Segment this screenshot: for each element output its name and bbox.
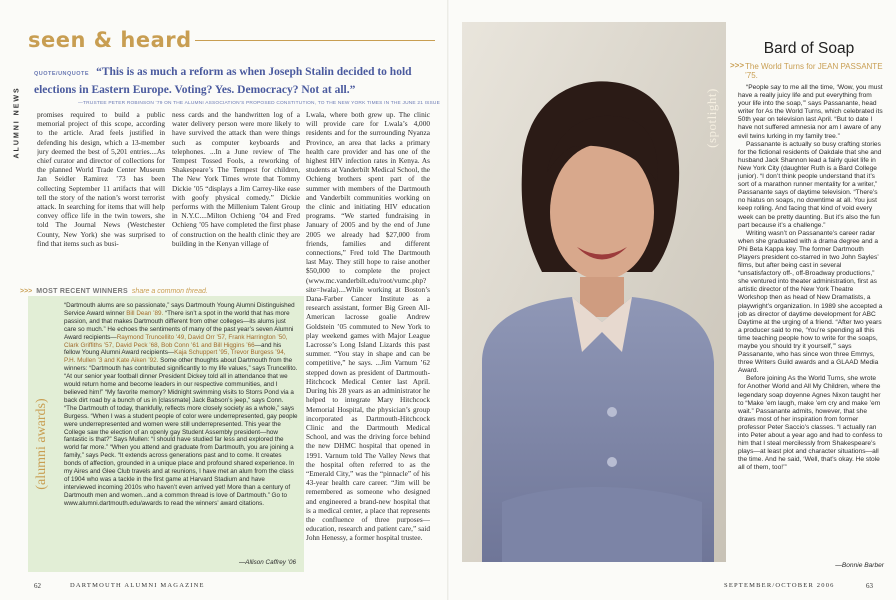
folio-issue-date: SEPTEMBER/OCTOBER 2006	[724, 582, 835, 589]
quote-label: QUOTE/UNQUOTE	[34, 71, 90, 77]
article-subtitle: The World Turns for JEAN PASSANTE ’75.	[745, 62, 883, 80]
award-winner-name: Bill Dean ’89.	[126, 309, 164, 317]
recent-winners-label: MOST RECENT WINNERS	[36, 288, 128, 295]
paragraph: Before joining As the World Turns, she wrote for Another World and All My Children, where the legendary soap doyenne Agnes Nixon taught her to “Make ’em laugh, make ’em cry and make ’em wait.” Passanante admits, however, that she draws most of her inspiration from former professor Peter Saccio’s classes. “I actually ran into Peter about a year ago and had to confess to him that I steal mercilessly from Shakespeare’s plays—at least plot and character situations—all the time. And he said, ‘Well, that’s okay. He stole all of them, too!’”	[738, 375, 883, 472]
paragraph: “People say to me all the time, ‘Wow, you must have a really juicy life and put everything from your life into the soap,’” says Passanante, head writer for As the World Turns, which celebrated its 50th year on television last April. “But to date I have not suffered amnesia nor am I aware of any evil twins lurking in my family tree.”	[738, 84, 883, 140]
chevrons-icon: >>>	[20, 288, 33, 295]
award-recipients-list: Raymond Truncellito ’49, David Orr ’57, Frank Harrington ’50, Clark Griffiths ’57, David Peck ’68, Bob Conn ’61 and Bill Higgins ’66	[64, 333, 288, 349]
awards-side-title: (alumni awards)	[34, 398, 49, 490]
section-title: seen & heard	[28, 28, 192, 52]
portrait-photo	[462, 22, 726, 562]
awards-signature: —Allison Caffrey ’06	[238, 559, 296, 566]
spotlight-label: (spotlight)	[704, 88, 719, 148]
young-award-recipients-list: Kaja Schuppert ’95, Trevor Burgess ’94, P.H. Mullen ’3 and Kate Aiken ’92.	[64, 349, 286, 365]
recent-winners-tagline: share a common thread.	[131, 288, 208, 295]
chevrons-icon: >>>	[730, 61, 745, 70]
article-body	[738, 84, 884, 570]
portrait-illustration	[462, 22, 726, 562]
quote-credit: —TRUSTEE PETER ROBINSON ’79 ON THE ALUMNI ASSOCIATION’S PROPOSED CONSTITUTION, TO THE NEW YORK TIMES IN THE JUNE 21 ISSUE	[78, 101, 440, 106]
title-rule	[195, 40, 435, 41]
folio-magazine-name: DARTMOUTH ALUMNI MAGAZINE	[70, 582, 205, 589]
article-signature: —Bonnie Barber	[835, 562, 884, 569]
article-title: Bard of Soap	[763, 40, 855, 57]
paragraph: Passanante is actually so busy crafting stories for the fictional residents of Oakdale that she and husband Jack Shannon lead a fairly quiet life in New York City (daughter Ruth is a Bard College junior). “I don’t think people understand that it’s sort of a marathon runner mentality for a writer,” Passanante says of daytime television. “There’s no hiatus on soaps, no downtime at all. You just keep rolling. And facing that kind of void every week can be pretty daunting. But it’s also the fun part because it’s a challenge.”	[738, 140, 882, 229]
article-column-2: ness cards and the handwritten log of a water delivery person were more likely to have survived the attack than were things such as computer keyboards and telephones. ...In a June review of The Tempest Tossed Fools, a reworking of Shakespeare’s The Tempest for children, The New York Times wrote that Tommy Dickie ’05 “displays a Jim Carrey-like ease with goofy physical comedy.” Dickie performs with the Millenium Talent Group in N.Y.C....Milton Ochieng ’04 and Fred Ochieng ’05 have completed the first phase of construction on the health clinic they are building in the Kenyan village of	[172, 110, 300, 248]
vertical-section-label: ALUMNI NEWS	[13, 86, 21, 159]
pull-quote	[34, 62, 440, 106]
page-number-right: 63	[866, 582, 873, 590]
page-number-left: 62	[34, 582, 41, 590]
article-column-3: Lwala, where both grew up. The clinic will provide care for Lwala’s 4,000 residents and for the surrounding Nyanza Province, an area that lacks a primary health care provider and has one of the highest HIV infection rates in Kenya. As students at Vanderbilt Medical School, the Ochieng brothers spent part of the summer with members of the Dartmouth and Vanderbilt communities working on the clinic and initiating HIV education programs. “We started fundraising in January of 2005 and by the end of June 2005 we already had $27,000 from friends, families and different connections,” Fred told The Dartmouth last May. They still hope to raise another $50,000 to complete the project (www.mc.vanderbilt.edu/root/vumc.php?site=lwala)....While working at Boston’s Dana-Farber Cancer Institute as a research assistant, former Big Green All-American lacrosse goalie Andrew Goldstein ’05 commuted to New York to play weekend games with Major League Lacrosse’s Long Island Lizards this past summer. “You stay in shape and can be competitive,” he says. ...Jim Varnum ’62 stepped down as president of Dartmouth-Hitchcock Medical Center last April. During his 28 years as an administrator he helped to integrate Mary Hitchcock Memorial Hospital, the physician’s group incorporated as Dartmouth-Hitchcock Clinic and the Dartmouth Medical School, and was the driving force behind the new DHMC hospital that opened in 1991. Varnum told The Valley News that the hospital often referred to as the “Emerald City,” was the “pinnacle” of his 43-year health care career. “Jim will be remembered as someone who designed and engineered a brand-new hospital that is a medical center, a place that represents the confluence of three purposes—education, research and patient care,” said John Henessy, a former hospital trustee.	[306, 110, 430, 543]
quote-text: “This is as much a reform as when Joseph Stalin decided to hold elections in Eastern Europe. Voting? Yes. Democracy? Not at all.”	[34, 66, 412, 96]
article-column-1: promises required to build a public memorial project of this scope, according to the article. Arad feels justified in defending his design, which a 13-member jury deemed the best of 5,201 entries....As chief curator and director of collections for the planned World Trade Center Museum Jan Seidler Ramirez ’73 has been collecting September 11 artifacts that will tell the story of the nation’s worst terrorist attack. In searching for items that will help convey office life in the twin towers, she told The Journal News (Westchester County, New York) she was surprised to find that items such as busi-	[37, 110, 165, 248]
paragraph: Writing wasn’t on Passanante’s career radar when she graduated with a drama degree and a Phi Beta Kappa key. The former Dartmouth Players president co-starred in two John Sayles’ films, but after being cast in several “unsatisfactory off-, off-Broadway productions,” she ventured into theater administration, first as artistic director of the New York Theatre Workshop then as head of New Dramatists, a playwright’s organization. In 1989 she accepted a job as director of daytime development for ABC Daytime at the urging of a friend. “After two years a producer said to me, ‘You’re spending all this time teaching people how to write for the soaps, maybe you should try it yourself,’” says Passanante, who has since won three Emmys, three Writers Guild awards and a GLAAD Media Award.	[738, 229, 883, 375]
awards-body: “Dartmouth alums are so passionate,” says Dartmouth Young Alumni Distinguished Service Award winner Bill Dean ’89. “There isn’t a spot in the world that has more passion, and that makes Dartmouth different from other colleges—its alums just care so much.” He echoes the sentiments of many of the past year’s seven Alumni Award recipients—Raymond Truncellito ’49, David Orr ’57, Frank Harrington ’50, Clark Griffiths ’57, David Peck ’68, Bob Conn ’61 and Bill Higgins ’66—and his fellow Young Alumni Award recipients—Kaja Schuppert ’95, Trevor Burgess ’94, P.H. Mullen ’3 and Kate Aiken ’92. Some other thoughts about Dartmouth from the winners: “Dartmouth has contributed significantly to my life values,” says Truncellito. “At our senior year football dinner President Dickey told all in attendance that we would return home and become leaders in our respective communities, and I believed him!” “My favorite memory? Midnight swimming visits to Storrs Pond via a back dirt road by a bunch of us in [classmate] Jack Babson’s jeep,” says Conn. “The Dartmouth of today, thankfully, reflects more closely society as a whole,” says Burgess. “When I was a student people of color were underrepresented, gay people were underrepresented and women were still underrepresented. This year the College saw the election of an openly gay Student Assembly president—how fantastic is that?” Says Mullen: “I should have studied far less and explored the world far more.” “When you attend and graduate from Dartmouth, you are joining a family,” says Peck. “It extends across generations past and to come. It creates bonds of affection, grounded in a unique place and profound shared experience. In my Aires and Glee Club travels and at reunions, I have met an alum from the class of 1904 who was a tackle in the first game at Harvard Stadium and have interviewed incoming 2010s who haven’t even arrived yet! More than a century of Dartmouth men and women...and a common thread is love of Dartmouth.” Go to www.alumni.dartmouth.edu/awards to read the winners’ award citations.	[64, 302, 298, 507]
recent-winners-header	[20, 280, 304, 295]
alumni-awards-sidebar	[28, 296, 304, 572]
